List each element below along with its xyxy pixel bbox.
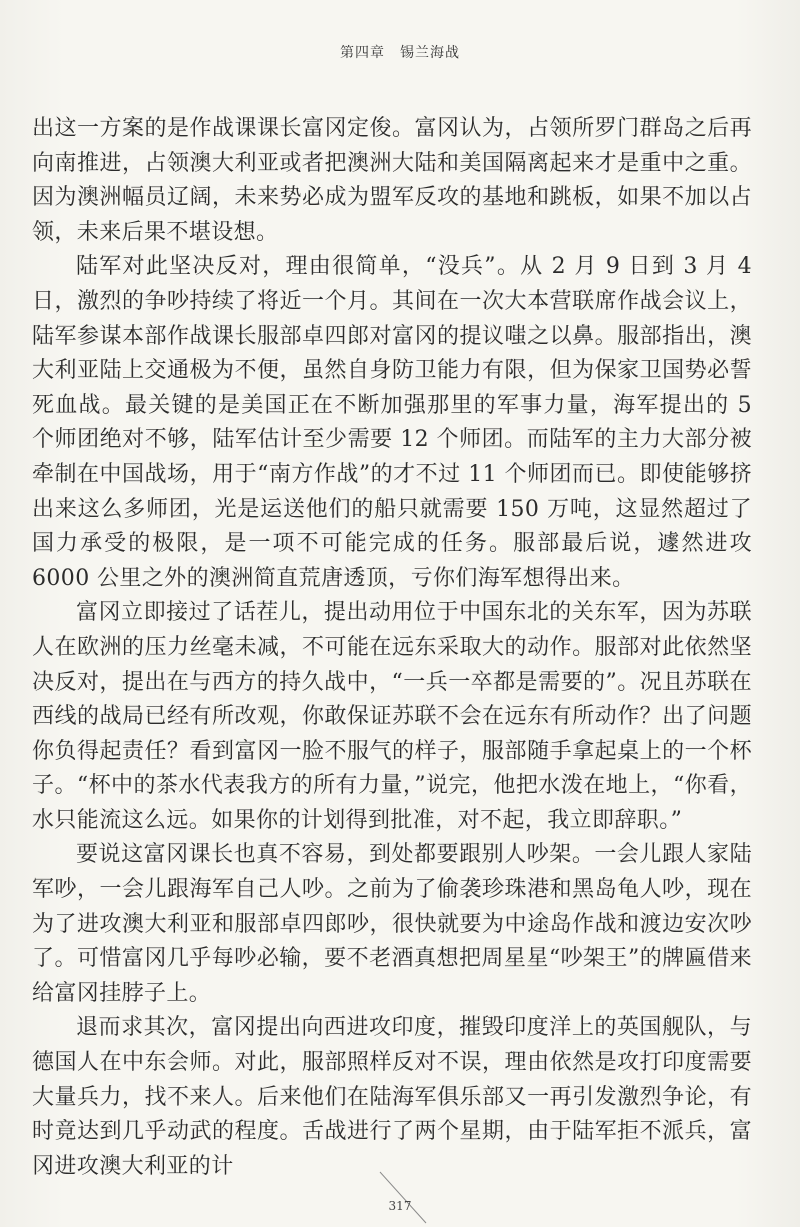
running-head: 第四章 锡兰海战 [340, 45, 460, 61]
paragraph: 退而求其次，富冈提出向西进攻印度，摧毁印度洋上的英国舰队，与德国人在中东会师。对此，服部照样反对不误，理由依然是攻打印度需要大量兵力，找不来人。后来他们在陆海军俱乐部又一再引发激烈争论，有时竟达到几乎动武的程度。舌战进行了两个星期，由于陆军拒不派兵，富冈进攻澳大利亚的计 [32, 1015, 752, 1179]
page-number: 317 [388, 1199, 412, 1213]
paragraph: 出这一方案的是作战课课长富冈定俊。富冈认为，占领所罗门群岛之后再向南推进，占领澳大利亚或者把澳洲大陆和美国隔离起来才是重中之重。因为澳洲幅员辽阔，未来势必成为盟军反攻的基地和跳板，如果不加以占领，未来后果不堪设想。 [32, 116, 752, 245]
paragraph: 要说这富冈课长也真不容易，到处都要跟别人吵架。一会儿跟人家陆军吵，一会儿跟海军自己人吵。之前为了偷袭珍珠港和黑岛龟人吵，现在为了进攻澳大利亚和服部卓四郎吵，很快就要为中途岛作战和渡边安次吵了。可惜富冈几乎每吵必输，要不老酒真想把周星星“吵架王”的牌匾借来给富冈挂脖子上。 [32, 842, 752, 1006]
paragraph: 富冈立即接过了话茬儿，提出动用位于中国东北的关东军，因为苏联人在欧洲的压力丝毫未减，不可能在远东采取大的动作。服部对此依然坚决反对，提出在与西方的持久战中，“一兵一卒都是需要的”。况且苏联在西线的战局已经有所改观，你敢保证苏联不会在远东有所动作？出了问题你负得起责任？看到富冈一脸不服气的样子，服部随手拿起桌上的一个杯子。“杯中的茶水代表我方的所有力量，”说完，他把水泼在地上，“你看，水只能流这么远。如果你的计划得到批准，对不起，我立即辞职。” [32, 600, 752, 833]
body-text [32, 112, 752, 1184]
paragraph: 陆军对此坚决反对，理由很简单，“没兵”。从 2 月 9 日到 3 月 4 日，激烈的争吵持续了将近一个月。其间在一次大本营联席作战会议上，陆军参谋本部作战课长服部卓四郎对富冈的提议嗤之以鼻。服部指出，澳大利亚陆上交通极为不便，虽然自身防卫能力有限，但为保家卫国势必誓死血战。最关键的是美国正在不断加强那里的军事力量，海军提出的 5 个师团绝对不够，陆军估计至少需要 12 个师团。而陆军的主力大部分被牵制在中国战场，用于“南方作战”的才不过 11 个师团而已。即使能够挤出来这么多师团，光是运送他们的船只就需要 150 万吨，这显然超过了国力承受的极限，是一项不可能完成的任务。服部最后说，遽然进攻 6000 公里之外的澳洲简直荒唐透顶，亏你们海军想得出来。 [32, 254, 752, 591]
page-corner-mark [376, 1168, 436, 1227]
